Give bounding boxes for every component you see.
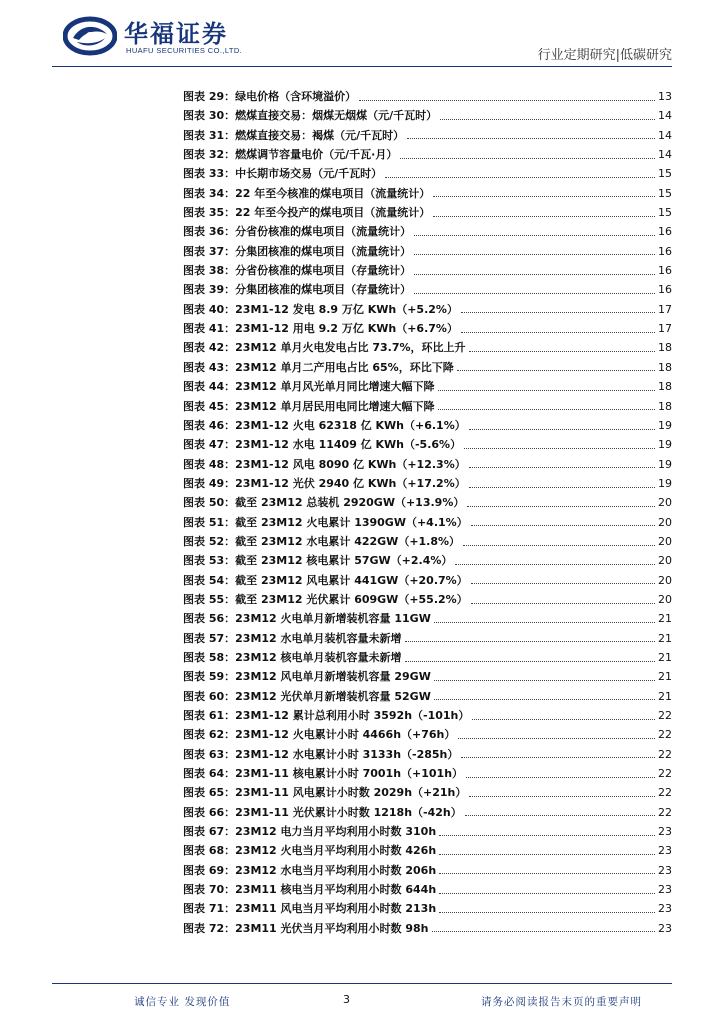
toc-entry[interactable]: [183, 725, 672, 744]
toc-entry-page: 23: [658, 863, 672, 877]
toc-dot-leader: [439, 903, 655, 913]
toc-dot-leader: [472, 710, 655, 720]
toc-entry-label: 图表 53：: [183, 554, 236, 568]
toc-entry-title: 23M1-11 光伏累计小时数 1218h（-42h）: [235, 805, 462, 819]
toc-entry-page: 16: [658, 244, 672, 258]
toc-entry-page: 22: [658, 805, 672, 819]
toc-entry-page: 19: [658, 418, 672, 432]
toc-dot-leader: [414, 226, 655, 236]
toc-entry[interactable]: [183, 648, 672, 667]
toc-entry-label: 图表 72：: [183, 921, 236, 935]
toc-dot-leader: [461, 748, 655, 758]
toc-entry-title: 分省份核准的煤电项目（流量统计）: [235, 225, 412, 239]
toc-entry[interactable]: [183, 435, 672, 454]
toc-entry-page: 21: [658, 631, 672, 645]
toc-entry[interactable]: [183, 455, 672, 474]
toc-dot-leader: [465, 806, 655, 816]
toc-dot-leader: [440, 110, 655, 120]
toc-entry-title: 23M1-12 用电 9.2 万亿 KWh（+6.7%）: [235, 322, 458, 336]
toc-entry-page: 21: [658, 689, 672, 703]
toc-entry-title: 23M12 电力当月平均利用小时数 310h: [235, 825, 437, 839]
toc-entry-title: 绿电价格（含环境溢价）: [235, 90, 357, 103]
toc-dot-leader: [405, 632, 655, 642]
toc-dot-leader: [467, 497, 655, 507]
toc-entry-title: 23M12 光伏单月新增装机容量 52GW: [235, 689, 431, 703]
toc-entry-page: 14: [658, 128, 672, 142]
toc-entry-title: 23M12 单月二产用电占比 65%，环比下降: [235, 360, 454, 374]
toc-dot-leader: [461, 323, 655, 333]
toc-entry-page: 15: [658, 206, 672, 220]
toc-entry-label: 图表 64：: [183, 767, 236, 781]
toc-entry[interactable]: [183, 377, 672, 396]
toc-entry-title: 截至 23M12 总装机 2920GW（+13.9%）: [235, 496, 465, 510]
toc-dot-leader: [400, 149, 655, 159]
toc-entry[interactable]: [183, 899, 672, 918]
toc-entry-label: 图表 42：: [183, 341, 236, 355]
toc-entry[interactable]: [183, 493, 672, 512]
toc-entry-page: 20: [658, 573, 672, 587]
toc-entry-label: 图表 40：: [183, 302, 236, 316]
toc-dot-leader: [439, 864, 655, 874]
toc-entry-title: 23M1-12 发电 8.9 万亿 KWh（+5.2%）: [235, 302, 458, 316]
toc-entry-page: 16: [658, 283, 672, 297]
toc-dot-leader: [469, 342, 655, 352]
toc-entry-page: 20: [658, 496, 672, 510]
toc-entry-page: 14: [658, 148, 672, 162]
toc-dot-leader: [414, 265, 655, 275]
toc-entry-title: 22 年至今核准的煤电项目（流量统计）: [235, 186, 431, 200]
brand-name-en: HUAFU SECURITIES CO.,LTD.: [126, 46, 243, 55]
toc-entry-page: 20: [658, 534, 672, 548]
toc-entry[interactable]: [183, 551, 672, 570]
toc-entry-page: 23: [658, 844, 672, 858]
toc-entry[interactable]: [183, 184, 672, 203]
toc-entry[interactable]: [183, 803, 672, 822]
toc-dot-leader: [434, 613, 655, 623]
toc-dot-leader: [434, 671, 655, 681]
toc-entry-label: 图表 32：: [183, 148, 236, 162]
toc-entry-label: 图表 43：: [183, 360, 236, 374]
toc-dot-leader: [438, 400, 655, 410]
toc-entry-page: 17: [658, 322, 672, 336]
toc-dot-leader: [385, 168, 655, 178]
toc-dot-leader: [359, 91, 655, 101]
toc-dot-leader: [461, 303, 655, 313]
toc-entry-title: 23M12 火电单月新增装机容量 11GW: [235, 612, 431, 626]
toc-entry-title: 燃煤直接交易：褐煤（元/千瓦时）: [235, 128, 405, 142]
toc-entry-label: 图表 54：: [183, 573, 236, 587]
toc-entry-title: 分集团核准的煤电项目（流量统计）: [235, 244, 412, 258]
toc-entry[interactable]: [183, 397, 672, 416]
toc-entry-title: 23M1-12 水电累计小时 3133h（-285h）: [235, 747, 459, 761]
toc-entry-title: 23M1-12 光伏 2940 亿 KWh（+17.2%）: [235, 476, 466, 490]
toc-entry-page: 20: [658, 515, 672, 529]
toc-entry-page: 13: [658, 90, 672, 103]
toc-entry-label: 图表 57：: [183, 631, 236, 645]
toc-entry-title: 23M12 风电单月新增装机容量 29GW: [235, 670, 431, 684]
toc-entry-page: 18: [658, 399, 672, 413]
toc-entry-label: 图表 41：: [183, 322, 236, 336]
toc-dot-leader: [463, 536, 655, 546]
toc-entry[interactable]: [183, 242, 672, 261]
toc-entry-label: 图表 48：: [183, 457, 236, 471]
toc-dot-leader: [438, 381, 655, 391]
toc-entry[interactable]: [183, 822, 672, 841]
toc-entry-title: 燃煤调节容量电价（元/千瓦·月）: [235, 148, 398, 162]
footer-divider: [52, 983, 672, 984]
toc-entry[interactable]: [183, 629, 672, 648]
toc-entry-label: 图表 58：: [183, 650, 236, 664]
toc-dot-leader: [458, 729, 655, 739]
toc-entry-label: 图表 47：: [183, 438, 236, 452]
toc-entry[interactable]: [183, 590, 672, 609]
toc-entry-title: 23M12 核电单月装机容量未新增: [235, 650, 402, 664]
toc-entry-title: 23M1-12 水电 11409 亿 KWh（-5.6%）: [235, 438, 462, 452]
toc-entry[interactable]: [183, 919, 672, 938]
toc-entry-title: 截至 23M12 水电累计 422GW（+1.8%）: [235, 534, 461, 548]
toc-entry-title: 分集团核准的煤电项目（存量统计）: [235, 283, 412, 297]
toc-entry[interactable]: [183, 513, 672, 532]
table-of-figures: [183, 87, 672, 938]
toc-entry-label: 图表 34：: [183, 186, 236, 200]
toc-entry[interactable]: [183, 861, 672, 880]
toc-entry-page: 19: [658, 438, 672, 452]
toc-entry-page: 17: [658, 302, 672, 316]
toc-entry[interactable]: [183, 880, 672, 899]
toc-dot-leader: [433, 187, 655, 197]
toc-entry-page: 18: [658, 360, 672, 374]
toc-entry-label: 图表 70：: [183, 883, 236, 897]
brand-name-cn: 华福证券: [124, 19, 228, 48]
toc-entry-title: 23M11 核电当月平均利用小时数 644h: [235, 883, 437, 897]
toc-entry-page: 22: [658, 786, 672, 800]
toc-entry-label: 图表 52：: [183, 534, 236, 548]
toc-entry[interactable]: [183, 358, 672, 377]
toc-entry-label: 图表 65：: [183, 786, 236, 800]
toc-entry-title: 截至 23M12 风电累计 441GW（+20.7%）: [235, 573, 468, 587]
toc-entry[interactable]: [183, 300, 672, 319]
toc-entry-title: 23M11 光伏当月平均利用小时数 98h: [235, 921, 429, 935]
toc-entry-label: 图表 62：: [183, 728, 236, 742]
toc-entry[interactable]: [183, 706, 672, 725]
toc-entry-title: 23M12 水电当月平均利用小时数 206h: [235, 863, 437, 877]
toc-entry-label: 图表 29：: [183, 90, 236, 103]
toc-entry-title: 23M12 火电当月平均利用小时数 426h: [235, 844, 437, 858]
toc-entry-label: 图表 30：: [183, 109, 236, 123]
toc-entry-page: 15: [658, 167, 672, 181]
toc-entry[interactable]: [183, 338, 672, 357]
toc-entry-label: 图表 66：: [183, 805, 236, 819]
toc-entry-title: 23M1-11 风电累计小时数 2029h（+21h）: [235, 786, 467, 800]
toc-dot-leader: [433, 207, 655, 217]
toc-entry-page: 21: [658, 612, 672, 626]
toc-entry-title: 中长期市场交易（元/千瓦时）: [235, 167, 383, 181]
toc-entry-page: 23: [658, 883, 672, 897]
toc-dot-leader: [471, 574, 655, 584]
toc-entry[interactable]: [183, 164, 672, 183]
toc-dot-leader: [434, 690, 655, 700]
toc-entry[interactable]: [183, 261, 672, 280]
toc-entry[interactable]: [183, 280, 672, 299]
toc-entry-page: 19: [658, 476, 672, 490]
toc-entry-title: 23M12 单月居民用电同比增速大幅下降: [235, 399, 435, 413]
toc-entry-page: 21: [658, 650, 672, 664]
toc-entry-label: 图表 51：: [183, 515, 236, 529]
toc-entry-label: 图表 67：: [183, 825, 236, 839]
toc-dot-leader: [469, 458, 655, 468]
toc-dot-leader: [439, 884, 655, 894]
toc-entry-label: 图表 35：: [183, 206, 236, 220]
toc-dot-leader: [455, 555, 655, 565]
toc-entry-label: 图表 45：: [183, 399, 236, 413]
toc-dot-leader: [471, 516, 655, 526]
toc-dot-leader: [471, 594, 655, 604]
toc-entry[interactable]: [183, 416, 672, 435]
toc-entry-page: 22: [658, 728, 672, 742]
toc-entry-page: 18: [658, 380, 672, 394]
toc-entry-label: 图表 68：: [183, 844, 236, 858]
footer-disclaimer: 请务必阅读报告末页的重要声明: [481, 996, 642, 1008]
toc-entry-title: 23M1-12 风电 8090 亿 KWh（+12.3%）: [235, 457, 466, 471]
toc-entry-page: 16: [658, 264, 672, 278]
toc-entry-title: 分省份核准的煤电项目（存量统计）: [235, 264, 412, 278]
toc-entry-title: 23M12 单月火电发电占比 73.7%，环比上升: [235, 341, 466, 355]
toc-entry-page: 19: [658, 457, 672, 471]
toc-entry-label: 图表 50：: [183, 496, 236, 510]
toc-entry[interactable]: [183, 687, 672, 706]
toc-entry-label: 图表 61：: [183, 709, 236, 722]
report-type: 行业定期研究|低碳研究: [537, 48, 672, 63]
toc-dot-leader: [439, 845, 655, 855]
toc-entry[interactable]: [183, 106, 672, 125]
toc-entry[interactable]: [183, 841, 672, 860]
huafu-logo-icon: [63, 16, 117, 56]
toc-entry-label: 图表 55：: [183, 592, 236, 606]
toc-entry-label: 图表 63：: [183, 747, 236, 761]
toc-entry-label: 图表 44：: [183, 380, 236, 394]
toc-entry-label: 图表 36：: [183, 225, 236, 239]
toc-entry-page: 23: [658, 825, 672, 839]
toc-dot-leader: [464, 439, 655, 449]
toc-entry[interactable]: [183, 474, 672, 493]
toc-entry[interactable]: [183, 145, 672, 164]
toc-entry-title: 23M12 水电单月装机容量未新增: [235, 631, 402, 645]
toc-entry[interactable]: [183, 126, 672, 145]
toc-entry-title: 23M12 单月风光单月同比增速大幅下降: [235, 380, 435, 394]
toc-entry[interactable]: [183, 203, 672, 222]
header-divider: [52, 66, 672, 67]
toc-entry-page: 18: [658, 341, 672, 355]
toc-entry[interactable]: [183, 532, 672, 551]
toc-dot-leader: [469, 787, 655, 797]
page-number: 3: [343, 993, 350, 1006]
page-header: [0, 0, 724, 70]
toc-entry-label: 图表 59：: [183, 670, 236, 684]
toc-entry-page: 14: [658, 109, 672, 123]
toc-entry-title: 截至 23M12 核电累计 57GW（+2.4%）: [235, 554, 453, 568]
footer-slogan: 诚信专业 发现价值: [134, 996, 231, 1008]
toc-entry-title: 截至 23M12 火电累计 1390GW（+4.1%）: [235, 515, 468, 529]
toc-entry[interactable]: [183, 667, 672, 686]
toc-dot-leader: [407, 129, 655, 139]
toc-entry-page: 22: [658, 747, 672, 761]
toc-entry-page: 22: [658, 709, 672, 722]
toc-entry[interactable]: [183, 87, 672, 106]
toc-dot-leader: [469, 420, 655, 430]
toc-entry-title: 截至 23M12 光伏累计 609GW（+55.2%）: [235, 592, 468, 606]
toc-dot-leader: [457, 361, 655, 371]
toc-dot-leader: [469, 478, 655, 488]
toc-entry-page: 15: [658, 186, 672, 200]
toc-entry-title: 22 年至今投产的煤电项目（流量统计）: [235, 206, 431, 220]
toc-entry-label: 图表 71：: [183, 902, 236, 916]
toc-entry-label: 图表 33：: [183, 167, 236, 181]
toc-entry-title: 23M1-12 火电 62318 亿 KWh（+6.1%）: [235, 418, 466, 432]
toc-entry-page: 23: [658, 902, 672, 916]
toc-dot-leader: [432, 922, 656, 932]
toc-entry-page: 22: [658, 767, 672, 781]
toc-entry-title: 23M1-12 火电累计小时 4466h（+76h）: [235, 728, 456, 742]
toc-entry-label: 图表 39：: [183, 283, 236, 297]
toc-entry[interactable]: [183, 571, 672, 590]
toc-entry[interactable]: [183, 745, 672, 764]
toc-entry-label: 图表 31：: [183, 128, 236, 142]
toc-entry-label: 图表 49：: [183, 476, 236, 490]
toc-entry-title: 23M1-11 核电累计小时 7001h（+101h）: [235, 767, 464, 781]
toc-entry[interactable]: [183, 609, 672, 628]
toc-entry-title: 23M11 风电当月平均利用小时数 213h: [235, 902, 437, 916]
toc-entry[interactable]: [183, 783, 672, 802]
toc-entry-label: 图表 56：: [183, 612, 236, 626]
toc-entry-page: 20: [658, 554, 672, 568]
toc-dot-leader: [405, 652, 655, 662]
toc-entry-label: 图表 60：: [183, 689, 236, 703]
toc-entry[interactable]: [183, 222, 672, 241]
toc-entry-page: 23: [658, 921, 672, 935]
toc-entry[interactable]: [183, 764, 672, 783]
toc-entry[interactable]: [183, 319, 672, 338]
toc-entry-label: 图表 37：: [183, 244, 236, 258]
toc-dot-leader: [466, 768, 655, 778]
toc-entry-title: 燃煤直接交易：烟煤无烟煤（元/千瓦时）: [235, 109, 438, 123]
toc-entry-title: 23M1-12 累计总利用小时 3592h（-101h）: [235, 709, 470, 722]
toc-entry-label: 图表 69：: [183, 863, 236, 877]
toc-entry-label: 图表 46：: [183, 418, 236, 432]
toc-entry-label: 图表 38：: [183, 264, 236, 278]
toc-dot-leader: [414, 245, 655, 255]
toc-dot-leader: [414, 284, 655, 294]
toc-dot-leader: [439, 826, 655, 836]
toc-entry-page: 16: [658, 225, 672, 239]
toc-entry-page: 20: [658, 592, 672, 606]
toc-entry-page: 21: [658, 670, 672, 684]
